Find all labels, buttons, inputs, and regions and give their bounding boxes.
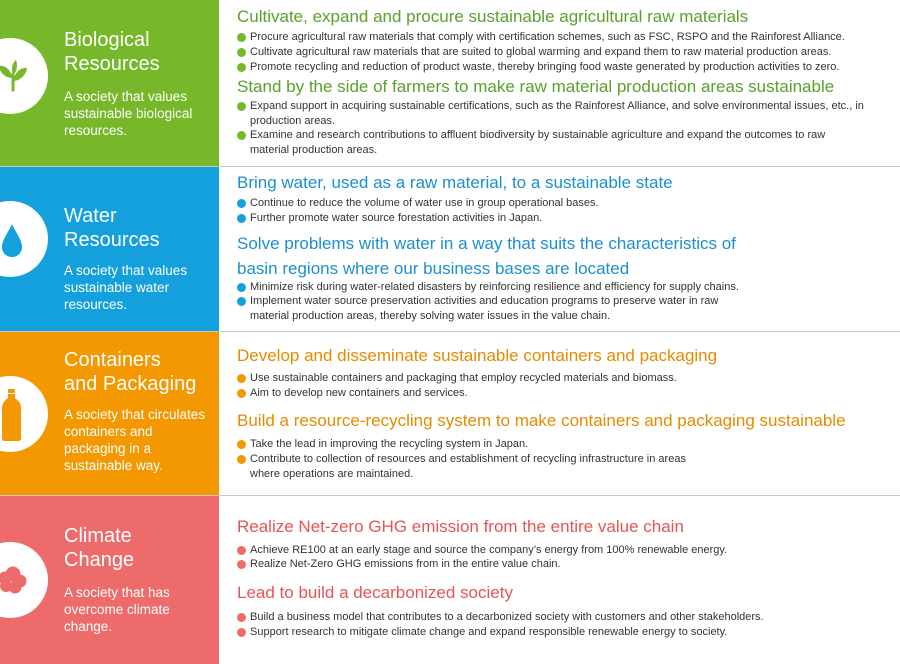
section-water-resources — [0, 167, 900, 332]
cloud-icon — [0, 542, 48, 618]
section-containers-packaging — [0, 332, 900, 496]
theme-icon-circle — [0, 38, 48, 114]
goal-heading: Solve problems with water in a way that suits the characteristics of basin regions where our business bases are located — [237, 234, 736, 278]
goal-bullet: Support research to mitigate climate change and expand responsible renewable energy to society. — [237, 625, 894, 640]
goal-bullet: Further promote water source forestation activities in Japan. — [237, 211, 894, 226]
goal-heading: Realize Net-zero GHG emission from the entire value chain — [237, 517, 684, 536]
goal-bullet: Realize Net-Zero GHG emissions from in the entire value chain. — [237, 557, 894, 572]
goal-heading: Cultivate, expand and procure sustainable agricultural raw materials — [237, 7, 749, 26]
water-drop-icon — [0, 201, 48, 277]
theme-title: Water Resources — [64, 205, 160, 251]
goal-heading: Lead to build a decarbonized society — [237, 583, 513, 602]
goal-bullet: Contribute to collection of resources and establishment of recycling infrastructure in areas where operations are maintained. — [237, 452, 714, 481]
bottle-icon — [0, 376, 48, 452]
goal-heading: Stand by the side of farmers to make raw material production areas sustainable — [237, 77, 835, 96]
goal-bullet: Achieve RE100 at an early stage and source the company’s energy from 100% renewable energy. — [237, 543, 894, 558]
theme-description: A society that values sustainable water resources. — [64, 263, 188, 312]
goal-bullet: Take the lead in improving the recycling system in Japan. — [237, 437, 894, 452]
goal-bullet: Aim to develop new containers and services. — [237, 386, 894, 401]
section-climate-change — [0, 496, 900, 664]
goal-bullet: Examine and research contributions to affluent biodiversity by sustainable agriculture and expand the outcomes to raw material production areas. — [237, 128, 854, 157]
theme-description: A society that values sustainable biological resources. — [64, 89, 193, 138]
theme-panel — [0, 332, 219, 495]
goal-bullet: Cultivate agricultural raw materials that are suited to global warming and expand them to raw material production areas. — [237, 45, 894, 60]
theme-icon-circle — [0, 542, 48, 618]
goal-bullet: Minimize risk during water-related disasters by reinforcing resilience and efficiency for supply chains. — [237, 280, 894, 295]
goal-bullet: Expand support in acquiring sustainable certifications, such as the Rainforest Alliance, and solve environmental issues, etc., in production areas. — [237, 99, 880, 128]
goal-bullet: Use sustainable containers and packaging that employ recycled materials and biomass. — [237, 371, 894, 386]
goal-heading: Bring water, used as a raw material, to a sustainable state — [237, 173, 673, 192]
goal-bullet: Procure agricultural raw materials that comply with certification schemes, such as FSC, RSPO and the Rainforest Alliance. — [237, 30, 894, 45]
goal-bullet: Implement water source preservation activities and education programs to preserve water in raw material production areas, thereby solving water issues in the value chain. — [237, 294, 724, 323]
section-biological-resources — [0, 0, 900, 167]
theme-description: A society that has overcome climate change. — [64, 585, 170, 634]
theme-icon-circle — [0, 201, 48, 277]
goal-bullet: Promote recycling and reduction of product waste, thereby bringing food waste generated by production activities to zero. — [237, 60, 894, 75]
goal-bullet: Continue to reduce the volume of water use in group operational bases. — [237, 196, 894, 211]
theme-panel — [0, 496, 219, 664]
theme-panel — [0, 0, 219, 166]
theme-icon-circle — [0, 376, 48, 452]
theme-title: Biological Resources — [64, 29, 160, 75]
theme-panel — [0, 167, 219, 331]
theme-description: A society that circulates containers and packaging in a sustainable way. — [64, 407, 206, 473]
goal-bullet: Build a business model that contributes to a decarbonized society with customers and other stakeholders. — [237, 610, 894, 625]
theme-title: Climate Change — [64, 525, 135, 571]
theme-title: Containers and Packaging — [64, 349, 197, 395]
goal-heading: Develop and disseminate sustainable containers and packaging — [237, 346, 718, 365]
goal-heading: Build a resource-recycling system to make containers and packaging sustainable — [237, 411, 846, 430]
sprout-icon — [0, 38, 48, 114]
